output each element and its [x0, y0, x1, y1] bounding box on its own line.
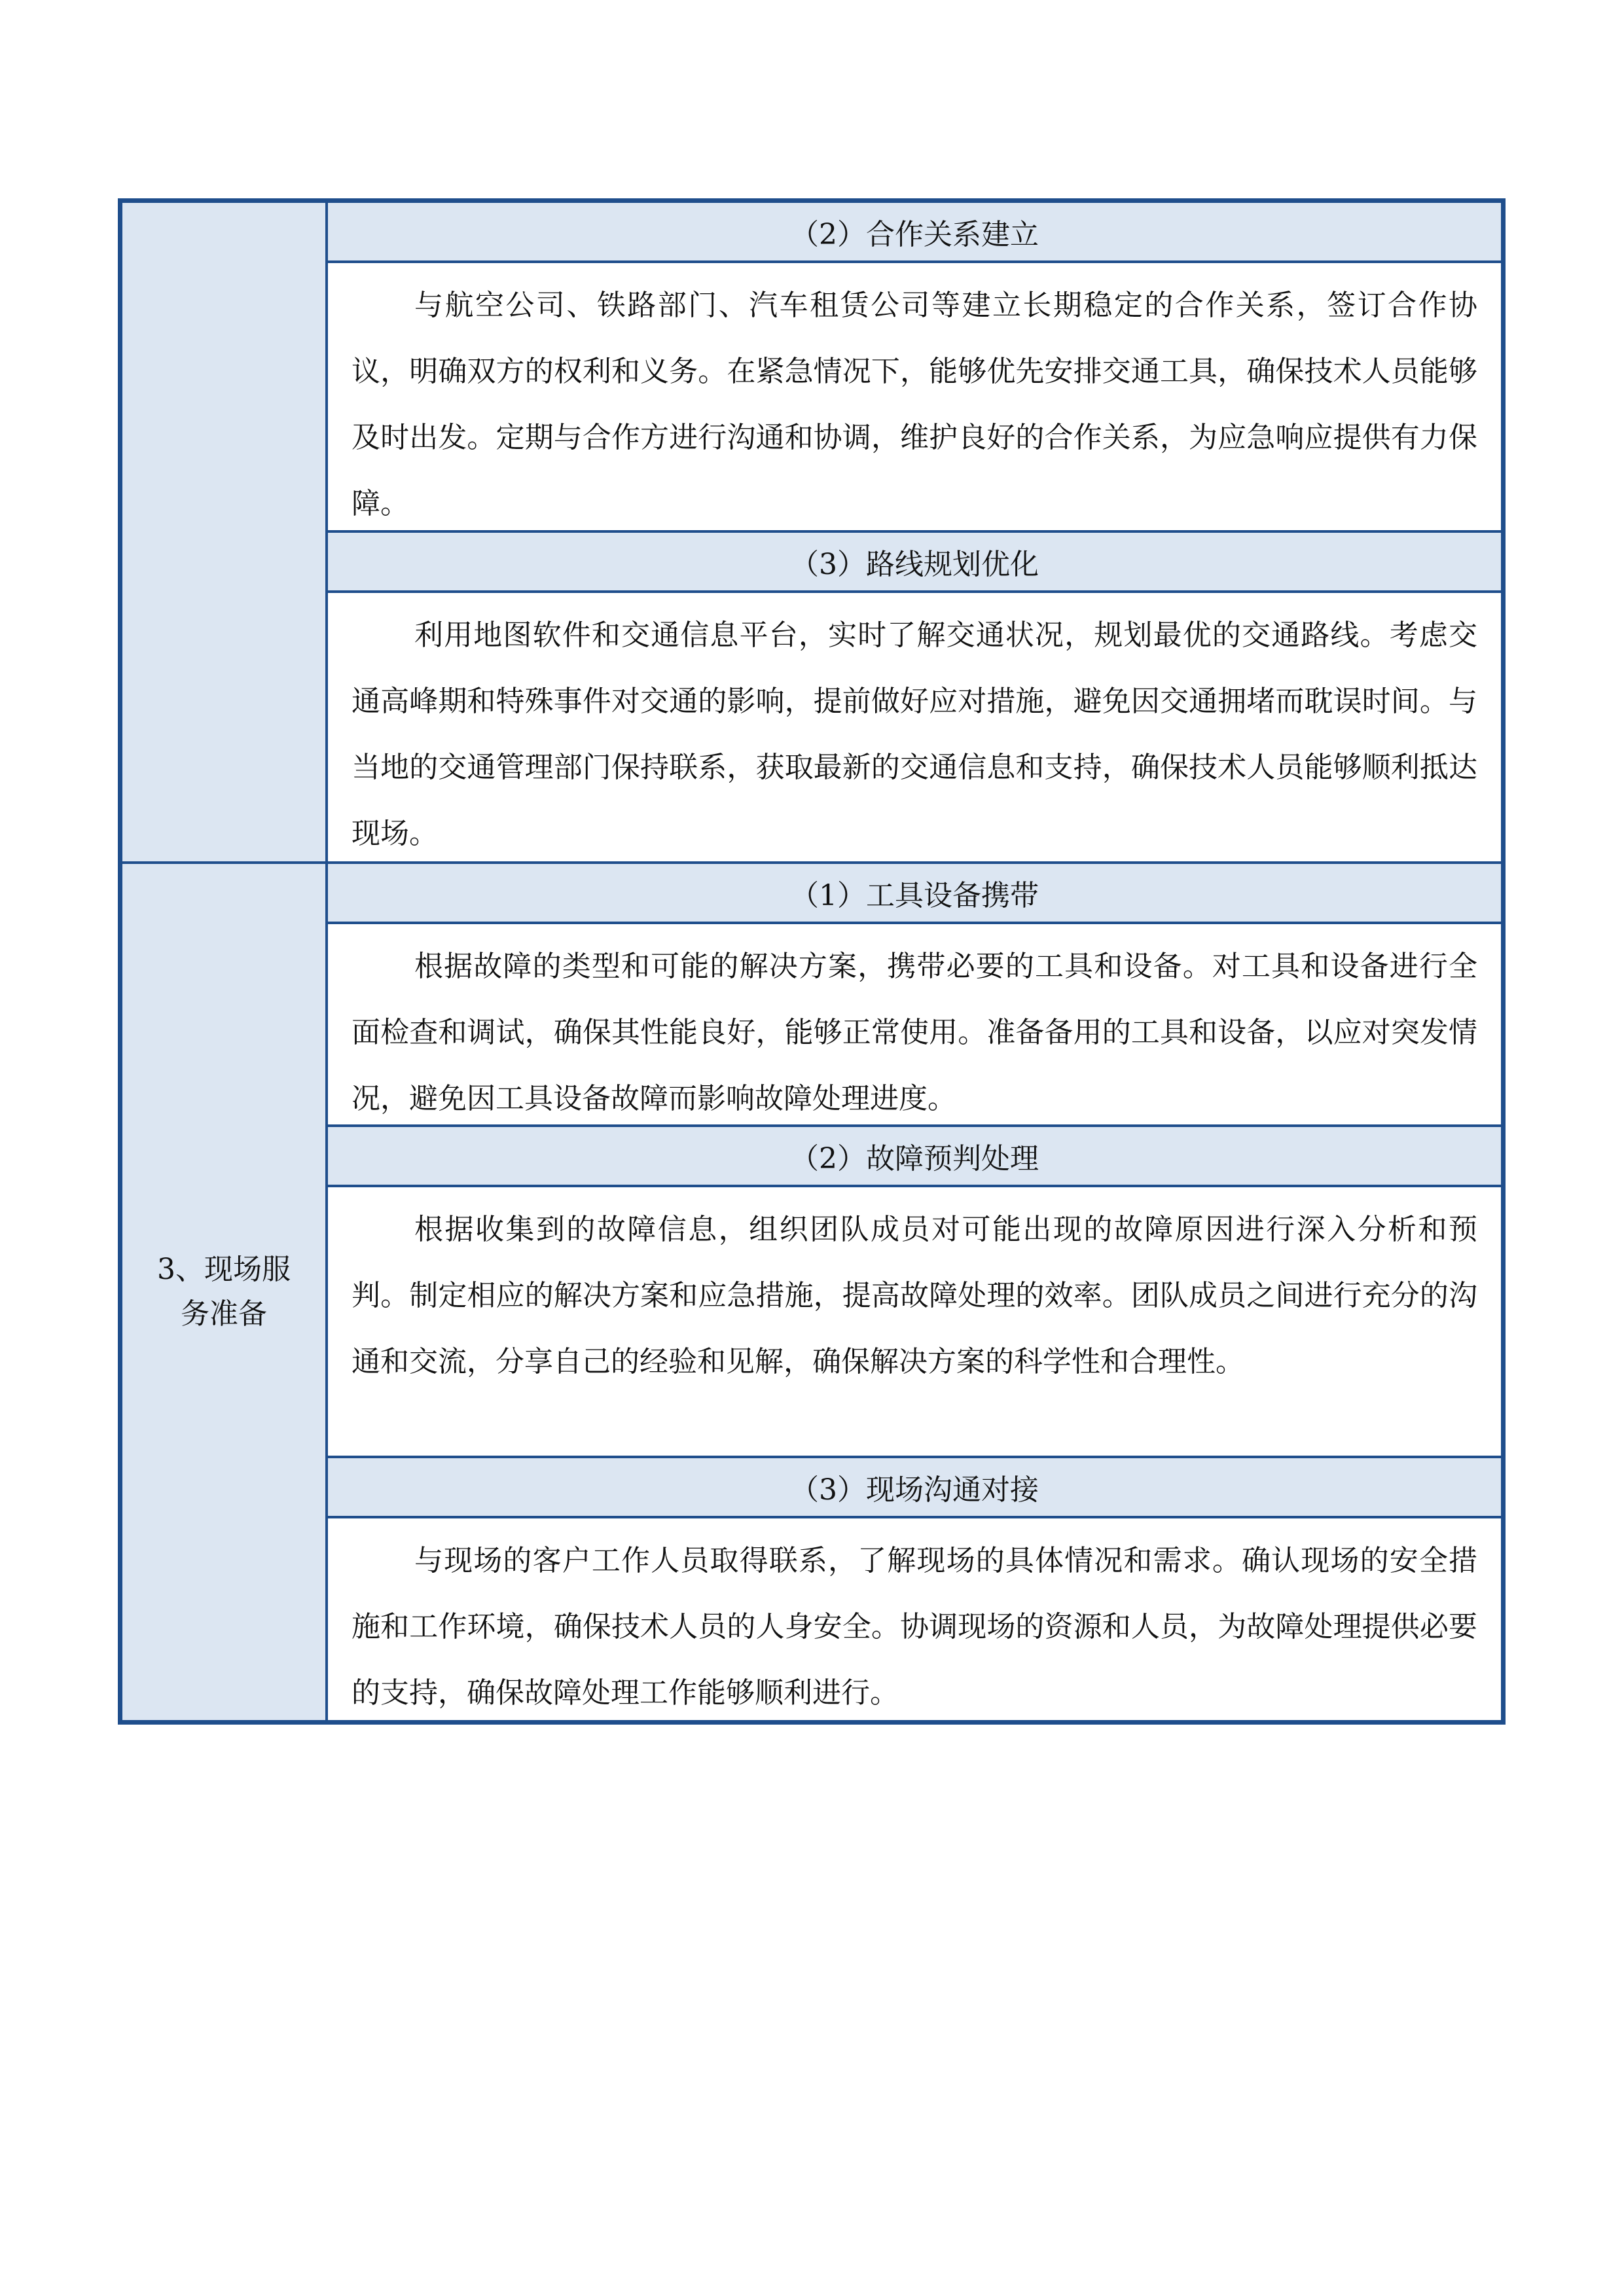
- row-body: 与航空公司、铁路部门、汽车租赁公司等建立长期稳定的合作关系，签订合作协议，明确双方的权利和义务。在紧急情况下，能够优先安排交通工具，确保技术人员能够及时出发。定期与合作方进行沟通和协调，维护良好的合作关系，为应急响应提供有力保障。: [328, 263, 1501, 533]
- row-body: 与现场的客户工作人员取得联系，了解现场的具体情况和需求。确认现场的安全措施和工作环境，确保技术人员的人身安全。协调现场的资源和人员，为故障处理提供必要的支持，确保故障处理工作能够顺利进行。: [352, 1544, 1477, 1710]
- row-heading: （3）路线规划优化: [328, 533, 1501, 593]
- row-body: 利用地图软件和交通信息平台，实时了解交通状况，规划最优的交通路线。考虑交通高峰期和特殊事件对交通的影响，提前做好应对措施，避免因交通拥堵而耽误时间。与当地的交通管理部门保持联系，获取最新的交通信息和支持，确保技术人员能够顺利抵达现场。: [328, 593, 1501, 864]
- row-heading: （1）工具设备携带: [328, 864, 1501, 924]
- content-table: [118, 198, 1506, 1725]
- row-body: 根据收集到的故障信息，组织团队成员对可能出现的故障原因进行深入分析和预判。制定相应的解决方案和应急措施，提高故障处理的效率。团队成员之间进行充分的沟通和交流，分享自己的经验和见解，确保解决方案的科学性和合理性。: [328, 1187, 1501, 1458]
- section-label-cell: [122, 864, 328, 1720]
- row-heading: （2）合作关系建立: [328, 203, 1501, 263]
- content-column: [328, 203, 1501, 1720]
- row-heading: （2）故障预判处理: [328, 1127, 1501, 1187]
- section-label: 3、现场服务准备: [157, 1253, 291, 1331]
- row-body: 根据故障的类型和可能的解决方案，携带必要的工具和设备。对工具和设备进行全面检查和调试，确保其性能良好，能够正常使用。准备备用的工具和设备，以应对突发情况，避免因工具设备故障而影响故障处理进度。: [328, 924, 1501, 1127]
- section-label-cell: [122, 203, 328, 864]
- row-heading: （3）现场沟通对接: [328, 1458, 1501, 1518]
